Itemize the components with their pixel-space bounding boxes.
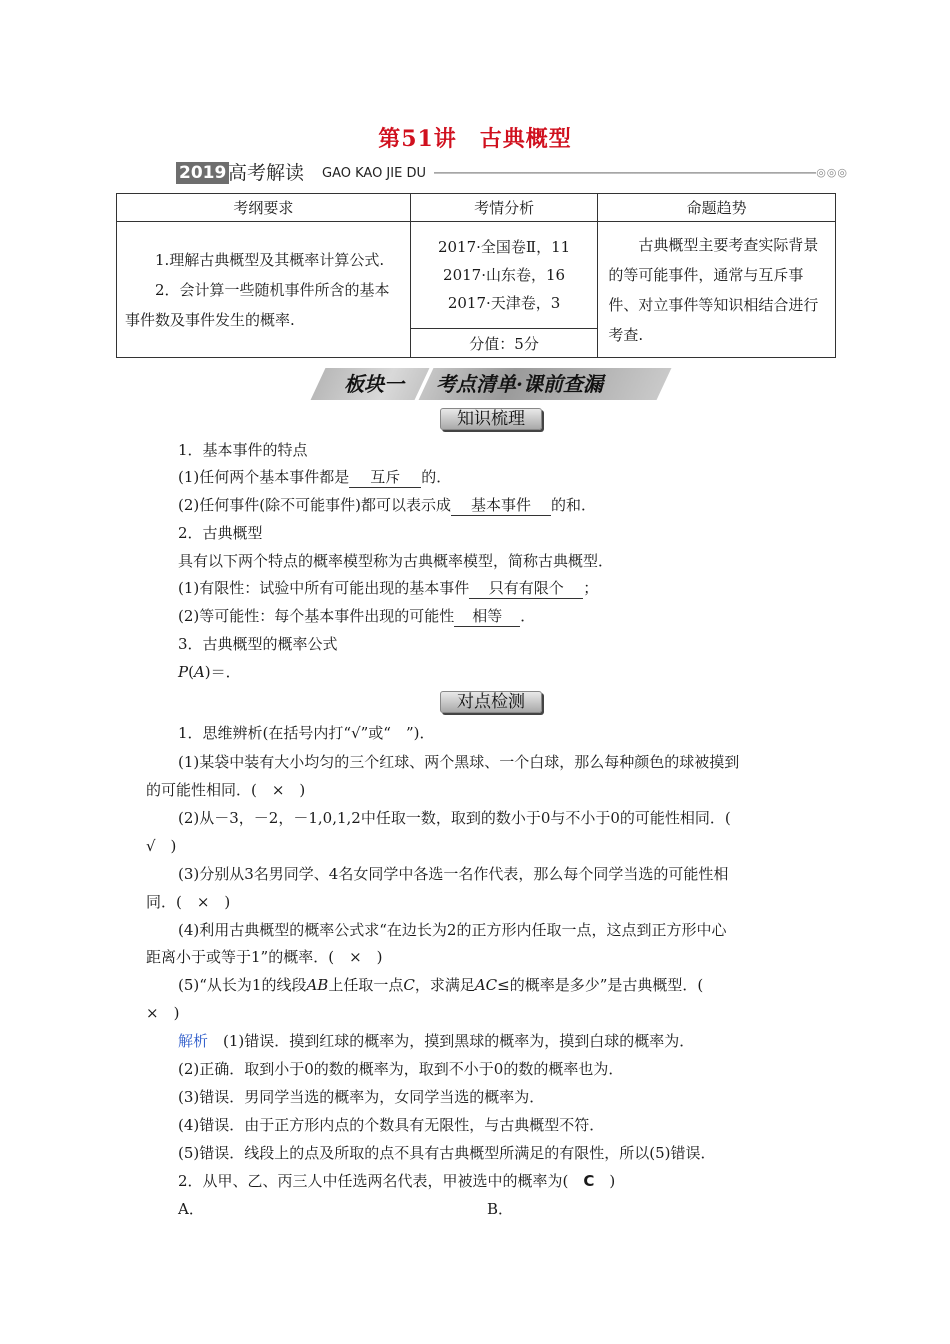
section-title: 考点清单·课前查漏 bbox=[436, 372, 603, 396]
analysis-4: (4)错误．由于正方形内点的个数具有无限性，与古典概型不符． bbox=[178, 1116, 605, 1134]
knowledge-heading bbox=[440, 408, 542, 430]
analysis-cell bbox=[410, 222, 598, 329]
knowledge-p3: 具有以下两个特点的概率模型称为古典概率模型，简称古典概型． bbox=[178, 552, 614, 570]
knowledge-p5: (2)等可能性：每个基本事件出现的可能性 相等 ． bbox=[178, 607, 536, 625]
answer-blank: 基本事件 bbox=[451, 495, 551, 516]
question-1-5a: (5)“从长为1的线段AB上任取一点C，求满足AC≤的概率是多少”是古典概型．( bbox=[178, 976, 704, 994]
header-analysis: 考情分析 bbox=[410, 194, 598, 222]
knowledge-h3: 3．古典概型的概率公式 bbox=[178, 635, 338, 653]
requirements-cell bbox=[117, 222, 411, 358]
answer-blank: 互斥 bbox=[349, 467, 421, 488]
knowledge-h2: 2．古典概型 bbox=[178, 524, 263, 542]
question-1-3a: (3)分别从3名男同学、4名女同学中各选一名作代表，那么每个同学当选的可能性相 bbox=[178, 865, 729, 883]
trend-cell bbox=[598, 222, 836, 358]
header-trend: 命题趋势 bbox=[598, 194, 836, 222]
banner-subtitle: GAO KAO JIE DU bbox=[322, 166, 426, 181]
question-2: 2．从甲、乙、丙三人中任选两名代表，甲被选中的概率为( C ) bbox=[178, 1172, 616, 1190]
check-heading bbox=[440, 691, 542, 713]
question-1-2a: (2)从－3，－2，－1,0,1,2中任取一数，取到的数小于0与不小于0的可能性相同．( bbox=[178, 809, 731, 827]
question-1-5b: × ) bbox=[146, 1004, 180, 1022]
check-heading-text: 对点检测 bbox=[457, 692, 525, 712]
question-1-1a: (1)某袋中装有大小均匀的三个红球、两个黑球、一个白球，那么每种颜色的球被摸到 bbox=[178, 753, 740, 771]
knowledge-h1: 1．基本事件的特点 bbox=[178, 441, 308, 459]
section-part: 板块一 bbox=[344, 372, 404, 396]
probability-formula: P(A)＝． bbox=[178, 663, 241, 681]
banner-year: 2019 bbox=[176, 162, 229, 184]
knowledge-p2: (2)任何事件(除不可能事件)都可以表示成 基本事件 的和． bbox=[178, 496, 596, 514]
option-a: A． bbox=[178, 1200, 204, 1218]
analysis-3: 2017·天津卷，3 bbox=[447, 294, 561, 312]
analysis-5: (5)错误．线段上的点及所取的点不具有古典概型所满足的有限性，所以(5)错误． bbox=[178, 1144, 716, 1162]
page-title: 第51讲 古典概型 bbox=[378, 126, 572, 152]
banner-title: 高考解读 bbox=[228, 162, 305, 184]
banner-dots-icon: ◎◎◎ bbox=[816, 166, 848, 179]
analysis-2: (2)正确．取到小于0的数的概率为，取到不小于0的数的概率也为． bbox=[178, 1060, 624, 1078]
answer-blank: 只有有限个 bbox=[469, 578, 583, 599]
answer-blank: 相等 bbox=[454, 606, 520, 627]
knowledge-heading-text: 知识梳理 bbox=[457, 409, 525, 429]
requirement-1: 1.理解古典概型及其概率计算公式. bbox=[155, 250, 385, 269]
analysis-2: 2017·山东卷，16 bbox=[443, 266, 566, 284]
requirement-2: 2．会计算一些随机事件所含的基本事件数及事件发生的概率. bbox=[125, 280, 390, 329]
analysis-1: 解析 (1)错误．摸到红球的概率为，摸到黑球的概率为，摸到白球的概率为． bbox=[178, 1032, 695, 1050]
section-header bbox=[318, 368, 664, 400]
header-requirements: 考纲要求 bbox=[117, 194, 411, 222]
analysis-1: 2017·全国卷Ⅱ，11 bbox=[437, 238, 571, 256]
question-1-3b: 同．( × ) bbox=[146, 893, 231, 911]
syllabus-table bbox=[116, 193, 836, 358]
question-1-2b: √ ) bbox=[146, 837, 177, 855]
question-1: 1．思维辨析(在括号内打“√”或“ ”)． bbox=[178, 724, 435, 742]
score-cell: 分值：5分 bbox=[410, 329, 598, 358]
question-1-1b: 的可能性相同．( × ) bbox=[146, 781, 306, 799]
analysis-3: (3)错误．男同学当选的概率为，女同学当选的概率为． bbox=[178, 1088, 545, 1106]
question-1-4b: 距离小于或等于1”的概率．( × ) bbox=[146, 948, 383, 966]
banner-rule bbox=[434, 172, 816, 174]
trend-text: 古典概型主要考查实际背景的等可能事件，通常与互斥事件、对立事件等知识相结合进行考查. bbox=[608, 235, 819, 344]
knowledge-p1: (1)任何两个基本事件都是 互斥 的． bbox=[178, 468, 452, 486]
knowledge-p4: (1)有限性：试验中所有可能出现的基本事件 只有有限个 ； bbox=[178, 579, 599, 597]
section-banner bbox=[176, 160, 848, 186]
option-b: B． bbox=[487, 1200, 514, 1218]
question-1-4a: (4)利用古典概型的概率公式求“在边长为2的正方形内任取一点，这点到正方形中心 bbox=[178, 921, 727, 939]
analysis-label: 解析 bbox=[178, 1032, 209, 1050]
question-2-answer: C bbox=[583, 1172, 595, 1190]
